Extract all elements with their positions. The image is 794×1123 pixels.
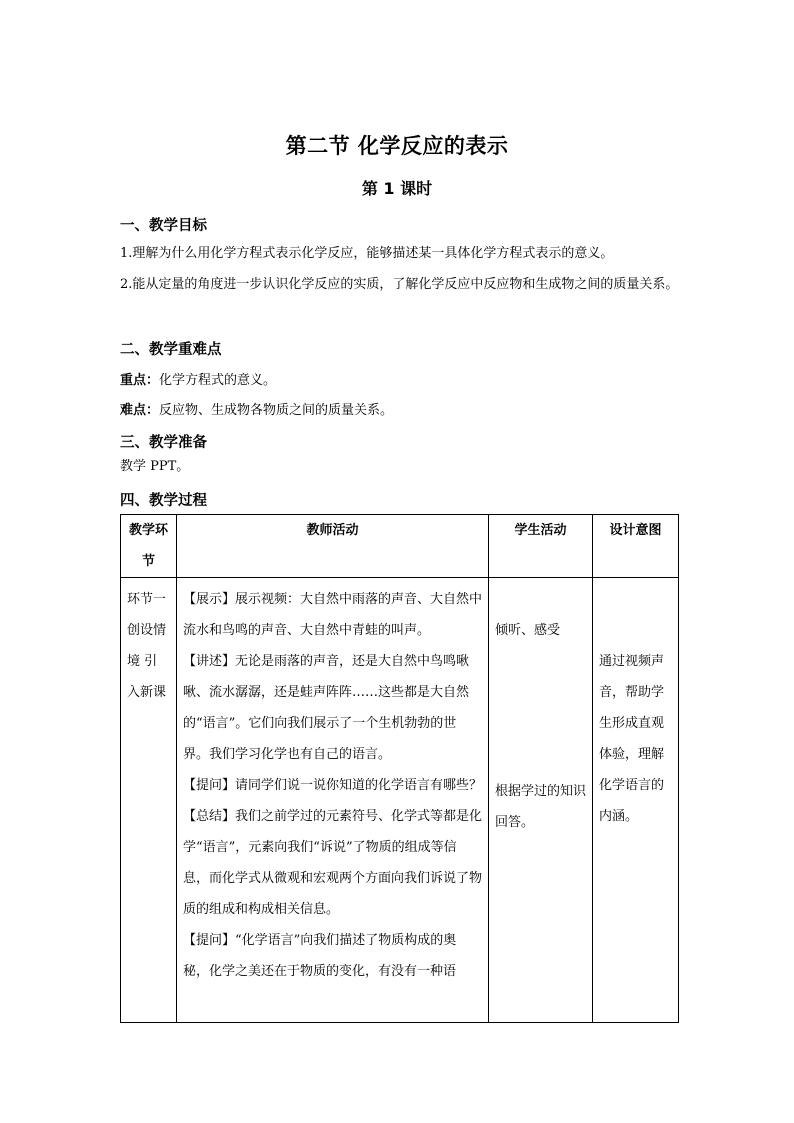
- column-header-design: 设计意图: [593, 515, 679, 578]
- page-title: 第二节 化学反应的表示: [285, 134, 509, 158]
- difficulty-text: 反应物、生成物各物质之间的质量关系。: [159, 403, 394, 418]
- student-activity-answer: 根据学过的知识回答。: [495, 784, 587, 830]
- column-header-teacher: 教师活动: [177, 515, 489, 578]
- preparation-text: 教学 PPT。: [120, 459, 190, 474]
- table-row: [121, 578, 679, 1023]
- section-heading-key-points: 二、教学重难点: [120, 342, 222, 358]
- table-header-row: [121, 515, 679, 578]
- design-intent-cell: [593, 578, 679, 1023]
- difficulty-line: [120, 395, 680, 426]
- section-heading-process: 四、教学过程: [120, 493, 207, 509]
- section-heading-goals: 一、教学目标: [120, 218, 207, 234]
- focus-line: [120, 365, 680, 396]
- difficulty-label: 难点：: [120, 403, 160, 418]
- teacher-activity-show: 【展示】展示视频：大自然中雨落的声音、大自然中流水和鸟鸣的声音、大自然中青蛙的叫声。: [183, 592, 483, 638]
- student-activity-listen: 倾听、感受: [495, 623, 561, 638]
- lesson-period: 第 1 课时: [361, 179, 433, 198]
- section-heading-preparation: 三、教学准备: [120, 435, 207, 451]
- teacher-activity-question-2: 【提问】“化学语言”向我们描述了物质构成的奥秘，化学之美还在于物质的变化，有没有一种语: [183, 933, 457, 979]
- focus-text: 化学方程式的意义。: [159, 373, 277, 388]
- goal-item-1: 1.理解为什么用化学方程式表示化学反应，能够描述某一具体化学方程式表示的意义。: [120, 246, 614, 261]
- goal-item-2: 2.能从定量的角度进一步认识化学反应的实质，了解化学反应中反应物和生成物之间的质量关系。: [120, 277, 679, 292]
- teacher-activity-question-1: 【提问】请同学们说一说你知道的化学语言有哪些？: [183, 778, 483, 793]
- student-activity-cell: [489, 578, 593, 1023]
- teacher-activity-narrate: 【讲述】无论是雨落的声音，还是大自然中鸟鸣啾啾、流水潺潺，还是蛙声阵阵……这些都是大自然的“语言”。它们向我们展示了一个生机勃勃的世界。我们学习化学也有自己的语言。: [183, 654, 470, 762]
- column-header-student: 学生活动: [489, 515, 593, 578]
- teacher-activity-cell: [177, 578, 489, 1023]
- focus-label: 重点：: [120, 373, 160, 388]
- design-intent-text: 通过视频声音，帮助学生形成直观体验，理解化学语言的内涵。: [599, 654, 665, 824]
- stage-cell: 环节一 创设情境 引入新课: [121, 578, 177, 1023]
- column-header-stage: 教学环节: [121, 515, 177, 578]
- process-table: [120, 514, 679, 1023]
- teacher-activity-summary: 【总结】我们之前学过的元素符号、化学式等都是化学“语言”，元素向我们“诉说”了物质的组成等信息，而化学式从微观和宏观两个方面向我们诉说了物质的组成和构成相关信息。: [183, 809, 483, 917]
